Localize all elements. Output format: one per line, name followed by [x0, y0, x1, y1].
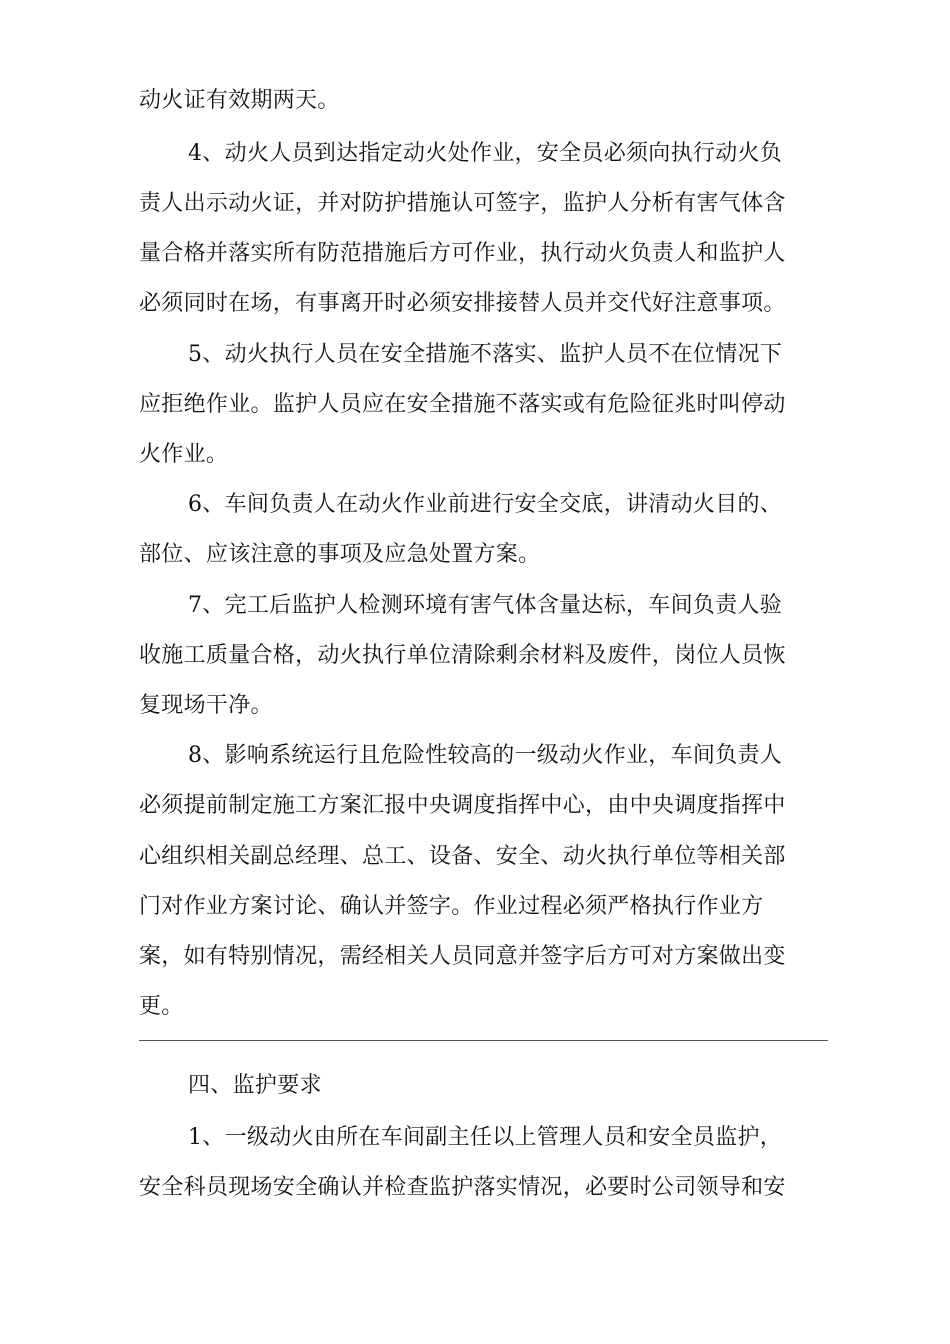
- paragraph-line: 门对作业方案讨论、确认并签字。作业过程必须严格执行作业方: [139, 894, 764, 919]
- paragraph-line: 心组织相关副总经理、总工、设备、安全、动火执行单位等相关部: [139, 844, 786, 869]
- paragraph-line: 7、完工后监护人检测环境有害气体含量达标，车间负责人验: [188, 593, 783, 618]
- paragraph-line: 复现场干净。: [139, 693, 273, 718]
- paragraph-line: 安全科员现场安全确认并检查监护落实情况，必要时公司领导和安: [139, 1175, 786, 1200]
- paragraph-line: 部位、应该注意的事项及应急处置方案。: [139, 542, 541, 567]
- paragraph-line: 应拒绝作业。监护人员应在安全措施不落实或有危险征兆时叫停动: [139, 392, 786, 417]
- paragraph-line: 责人出示动火证，并对防护措施认可签字，监护人分析有害气体含: [139, 191, 786, 216]
- paragraph-line: 更。: [139, 994, 184, 1019]
- paragraph-line: 6、车间负责人在动火作业前进行安全交底，讲清动火目的、: [188, 492, 783, 517]
- section-divider: [139, 1040, 828, 1041]
- paragraph-line: 动火证有效期两天。: [139, 88, 340, 113]
- section-heading: 四、监护要求: [188, 1073, 322, 1098]
- paragraph-line: 5、动火执行人员在安全措施不落实、监护人员不在位情况下: [188, 342, 783, 367]
- paragraph-line: 收施工质量合格，动火执行单位清除剩余材料及废件，岗位人员恢: [139, 643, 786, 668]
- paragraph-line: 4、动火人员到达指定动火处作业，安全员必须向执行动火负: [188, 141, 783, 166]
- paragraph-line: 1、一级动火由所在车间副主任以上管理人员和安全员监护，: [188, 1125, 783, 1150]
- paragraph-line: 必须提前制定施工方案汇报中央调度指挥中心，由中央调度指挥中: [139, 793, 786, 818]
- paragraph-line: 必须同时在场，有事离开时必须安排接替人员并交代好注意事项。: [139, 291, 786, 316]
- paragraph-line: 量合格并落实所有防范措施后方可作业，执行动火负责人和监护人: [139, 241, 786, 266]
- paragraph-line: 案，如有特别情况，需经相关人员同意并签字后方可对方案做出变: [139, 944, 786, 969]
- paragraph-line: 8、影响系统运行且危险性较高的一级动火作业，车间负责人: [188, 743, 783, 768]
- paragraph-line: 火作业。: [139, 442, 229, 467]
